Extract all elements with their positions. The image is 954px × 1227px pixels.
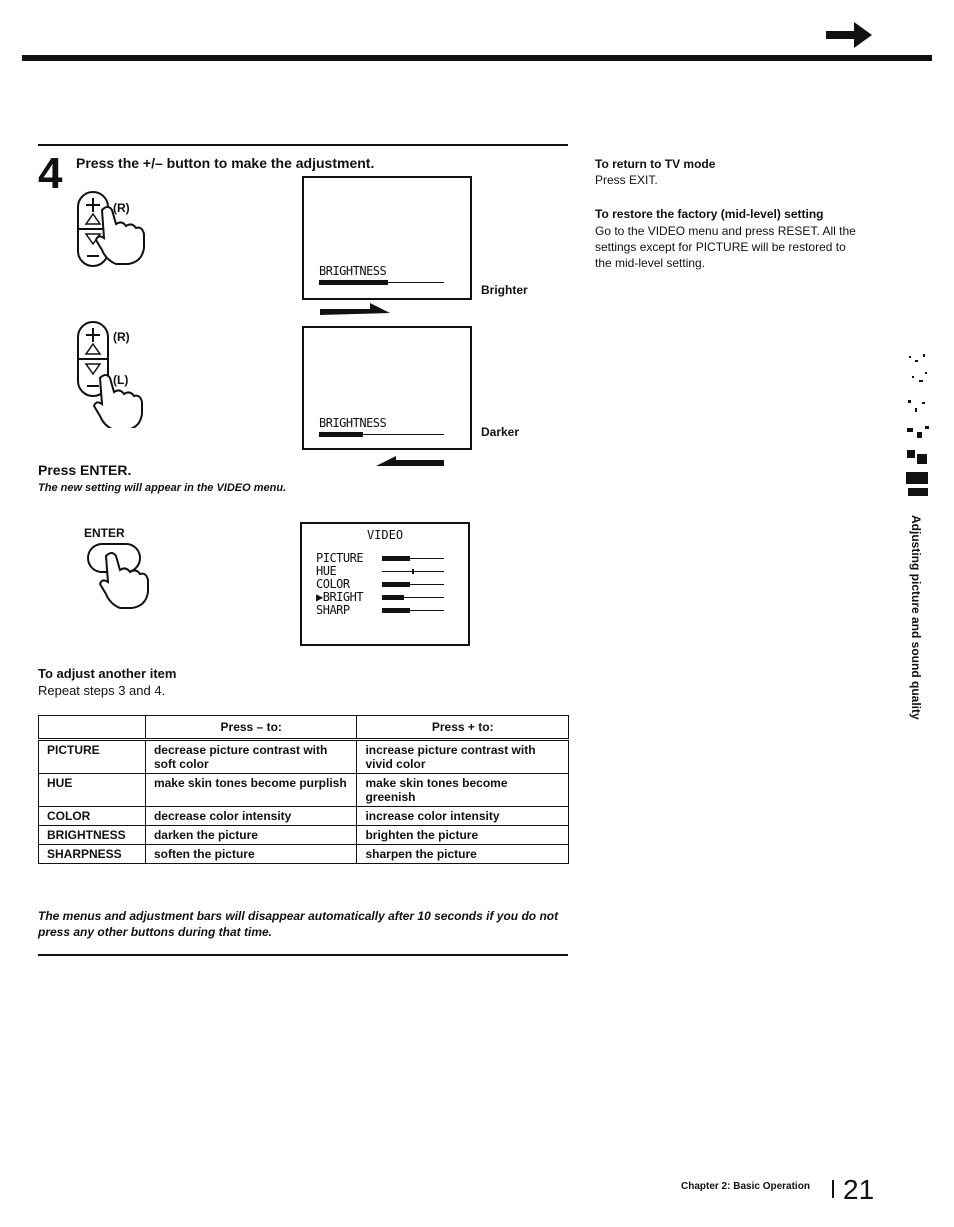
restore-heading: To restore the factory (mid-level) setting xyxy=(595,207,824,221)
table-cell-minus: make skin tones become purplish xyxy=(145,774,357,807)
video-menu-item-label: ▶BRIGHT xyxy=(316,590,364,604)
restore-text: Go to the VIDEO menu and press RESET. All the settings except for PICTURE will be restored to the mid-level setting. xyxy=(595,224,856,270)
video-menu-title: VIDEO xyxy=(366,528,404,542)
table-cell-plus: increase color intensity xyxy=(357,807,569,826)
footer-divider xyxy=(832,1180,834,1198)
arrow-right-icon xyxy=(320,303,392,319)
table-cell-item: COLOR xyxy=(39,807,146,826)
table-cell-plus: increase picture contrast with vivid color xyxy=(357,740,569,774)
step-number: 4 xyxy=(38,149,63,198)
tv-mode-heading: To return to TV mode xyxy=(595,157,716,171)
table-row xyxy=(39,845,569,864)
tv-screen-brighter xyxy=(302,176,472,300)
table-cell-plus: brighten the picture xyxy=(357,826,569,845)
video-menu-item-label: PICTURE xyxy=(316,551,364,565)
top-rule xyxy=(22,55,932,61)
video-menu-screen xyxy=(300,522,470,646)
table-row xyxy=(39,740,569,774)
another-item-heading: To adjust another item xyxy=(38,666,177,681)
table-cell-item: HUE xyxy=(39,774,146,807)
video-menu-item-label: SHARP xyxy=(316,603,350,617)
brightness-bar-darker xyxy=(319,432,444,437)
table-cell-item: BRIGHTNESS xyxy=(39,826,146,845)
table-row xyxy=(39,774,569,807)
table-cell-plus: make skin tones become greenish xyxy=(357,774,569,807)
table-header-cell: Press – to: xyxy=(145,716,357,740)
osd-label: BRIGHTNESS xyxy=(319,264,387,278)
brightness-bar-brighter xyxy=(319,280,444,285)
side-tab-texture-icon xyxy=(903,350,935,510)
side-tab-label: Adjusting picture and sound quality xyxy=(909,515,923,720)
another-item-text: Repeat steps 3 and 4. xyxy=(38,683,166,698)
section-bottom-rule xyxy=(38,954,568,956)
auto-disappear-note: The menus and adjustment bars will disappear automatically after 10 seconds if you do not press any other buttons during that time. xyxy=(38,909,559,939)
table-cell-minus: decrease picture contrast with soft color xyxy=(145,740,357,774)
video-menu-item-label: HUE xyxy=(316,564,337,578)
section-top-rule xyxy=(38,144,568,146)
table-cell-minus: decrease color intensity xyxy=(145,807,357,826)
step-instruction: Press the +/– button to make the adjustment. xyxy=(76,155,375,171)
r-label: (R) xyxy=(113,201,130,215)
adjustment-table xyxy=(38,715,569,864)
video-menu-item-bar xyxy=(382,569,444,574)
enter-button-icon xyxy=(86,540,166,612)
table-header-row xyxy=(39,716,569,740)
osd-label: BRIGHTNESS xyxy=(319,416,387,430)
page-number: 21 xyxy=(843,1174,875,1205)
press-enter-text: Press ENTER. xyxy=(38,462,132,478)
footer-chapter: Chapter 2: Basic Operation xyxy=(681,1181,810,1192)
tv-mode-text: Press EXIT. xyxy=(595,173,658,187)
table-header-cell: Press + to: xyxy=(357,716,569,740)
table-cell-item: PICTURE xyxy=(39,740,146,774)
brighter-label: Brighter xyxy=(481,283,528,297)
table-cell-plus: sharpen the picture xyxy=(357,845,569,864)
video-menu-item-bar xyxy=(382,595,444,600)
tv-screen-darker xyxy=(302,326,472,450)
table-row xyxy=(39,807,569,826)
table-header-cell xyxy=(39,716,146,740)
enter-label: ENTER xyxy=(84,526,125,540)
side-tab xyxy=(903,515,923,730)
l-label: (L) xyxy=(113,373,129,387)
table-row xyxy=(39,826,569,845)
press-enter-note: The new setting will appear in the VIDEO menu. xyxy=(38,482,287,494)
video-menu-item-bar xyxy=(382,582,444,587)
arrow-left-icon xyxy=(376,456,446,470)
next-page-arrow-icon xyxy=(826,22,874,48)
video-menu-item-bar xyxy=(382,556,444,561)
table-cell-minus: darken the picture xyxy=(145,826,357,845)
table-cell-item: SHARPNESS xyxy=(39,845,146,864)
r-label: (R) xyxy=(113,330,130,344)
darker-label: Darker xyxy=(481,425,520,439)
video-menu-item-label: COLOR xyxy=(316,577,350,591)
table-cell-minus: soften the picture xyxy=(145,845,357,864)
video-menu-item-bar xyxy=(382,608,444,613)
